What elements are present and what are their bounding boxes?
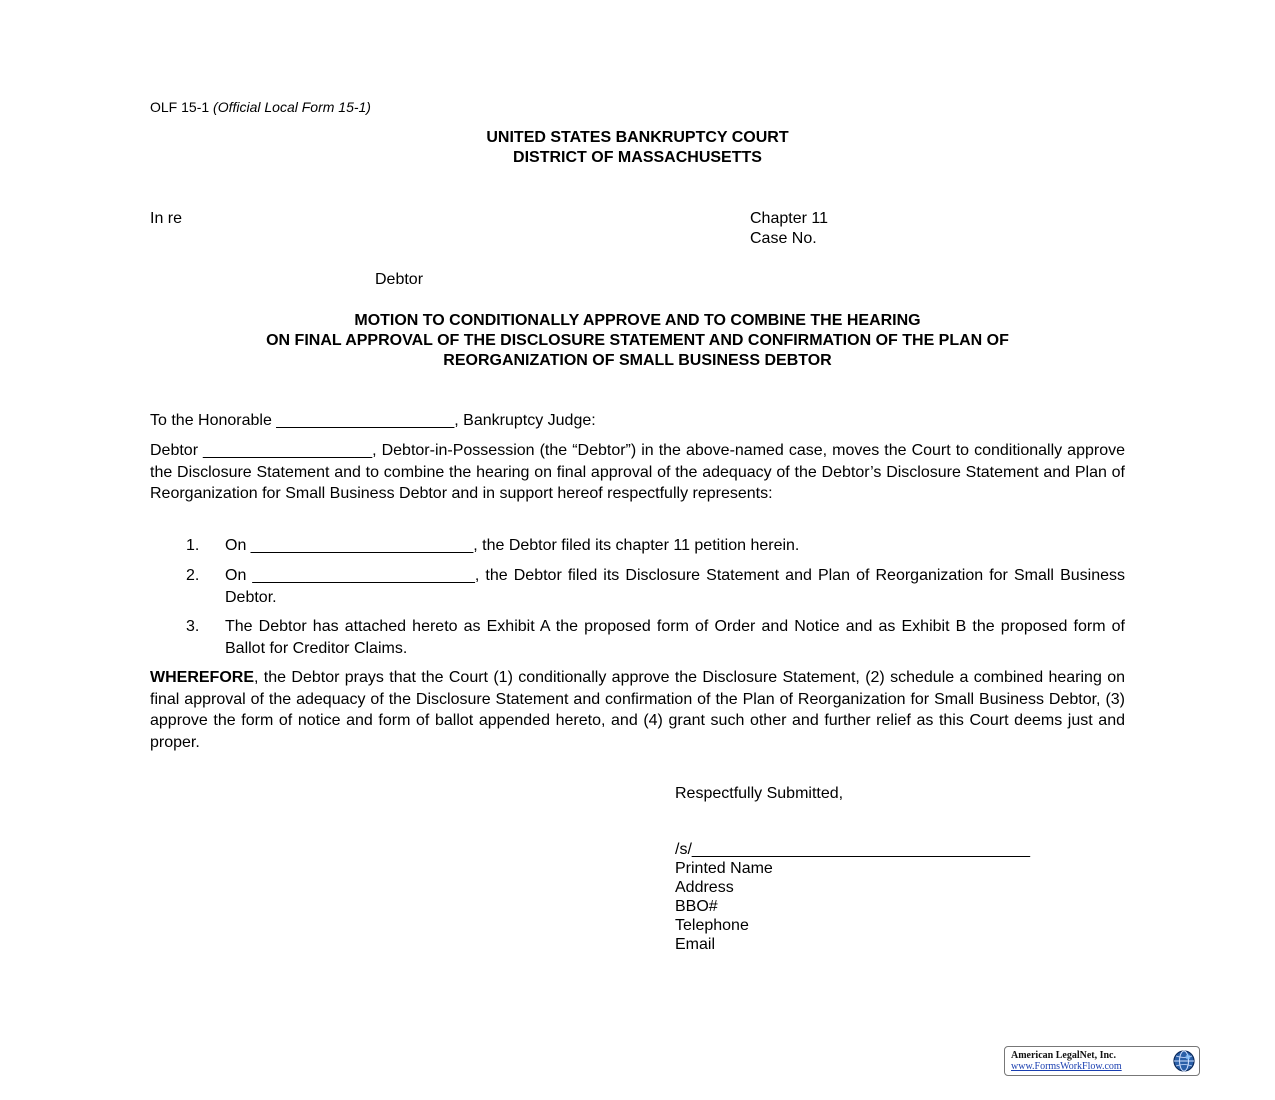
logo-company-name: American LegalNet, Inc. (1011, 1050, 1116, 1061)
telephone-label: Telephone (675, 917, 749, 934)
case-number-label: Case No. (750, 230, 817, 247)
debtor-label: Debtor (375, 271, 424, 288)
address-label: Address (675, 879, 734, 896)
list-item-number: 3. (186, 618, 200, 635)
signature-block (675, 840, 1030, 954)
closing: Respectfully Submitted, (675, 785, 844, 802)
form-id-description: (Official Local Form 15-1) (213, 99, 371, 115)
salutation: To the Honorable ____________________, Bankruptcy Judge: (150, 412, 596, 429)
motion-title-line-2: ON FINAL APPROVAL OF THE DISCLOSURE STATEMENT AND CONFIRMATION OF THE PLAN OF (266, 332, 1009, 349)
logo-url-link[interactable]: www.FormsWorkFlow.com (1011, 1061, 1122, 1072)
printed-name-label: Printed Name (675, 860, 773, 877)
list-item-text: On _________________________, the Debtor filed its chapter 11 petition herein. (225, 537, 800, 554)
email-label: Email (675, 936, 716, 953)
chapter-label: Chapter 11 (750, 210, 828, 227)
court-name: UNITED STATES BANKRUPTCY COURT (486, 129, 789, 146)
bbo-label: BBO# (675, 898, 718, 915)
globe-icon (1172, 1049, 1196, 1073)
in-re-label: In re (150, 210, 183, 227)
list-item-text: On _________________________, the Debtor filed its Disclosure Statement and Plan of Reorganization for Small Business Debtor. (225, 567, 1125, 606)
list-item-number: 2. (186, 567, 200, 584)
list-item-number: 1. (186, 537, 200, 554)
american-legalnet-logo[interactable] (1004, 1046, 1200, 1076)
intro-paragraph: Debtor ___________________, Debtor-in-Possession (the “Debtor”) in the above-named case, moves the Court to conditionally approve the Disclosure Statement and to combine the hearing on final approval of the adequacy of the Debtor’s Disclosure Statement and Plan of Reorganization for Small Business Debtor and in support hereof respectfully represents: (150, 442, 1125, 502)
motion-title-line-3: REORGANIZATION OF SMALL BUSINESS DEBTOR (443, 352, 832, 369)
wherefore-text: , the Debtor prays that the Court (1) conditionally approve the Disclosure Statement, (2) schedule a combined hearing on final approval of the adequacy of the Disclosure Statement and confirmation of the Plan of Reorganization for Small Business Debtor, (3) approve the form of notice and form of ballot appended hereto, and (4) grant such other and further relief as this Court deems just and proper. (150, 669, 1125, 751)
form-identifier (150, 99, 371, 115)
signature-line: /s/______________________________________ (675, 841, 1031, 858)
court-district: DISTRICT OF MASSACHUSETTS (513, 149, 762, 166)
motion-title-line-1: MOTION TO CONDITIONALLY APPROVE AND TO COMBINE THE HEARING (354, 312, 921, 329)
form-id-code: OLF 15-1 (150, 99, 210, 115)
wherefore-paragraph (150, 667, 1125, 753)
motion-title (150, 311, 1125, 371)
list-item-text: The Debtor has attached hereto as Exhibit A the proposed form of Order and Notice and as Exhibit B the proposed form of Ballot for Creditor Claims. (225, 618, 1125, 657)
wherefore-keyword: WHEREFORE (150, 669, 254, 686)
